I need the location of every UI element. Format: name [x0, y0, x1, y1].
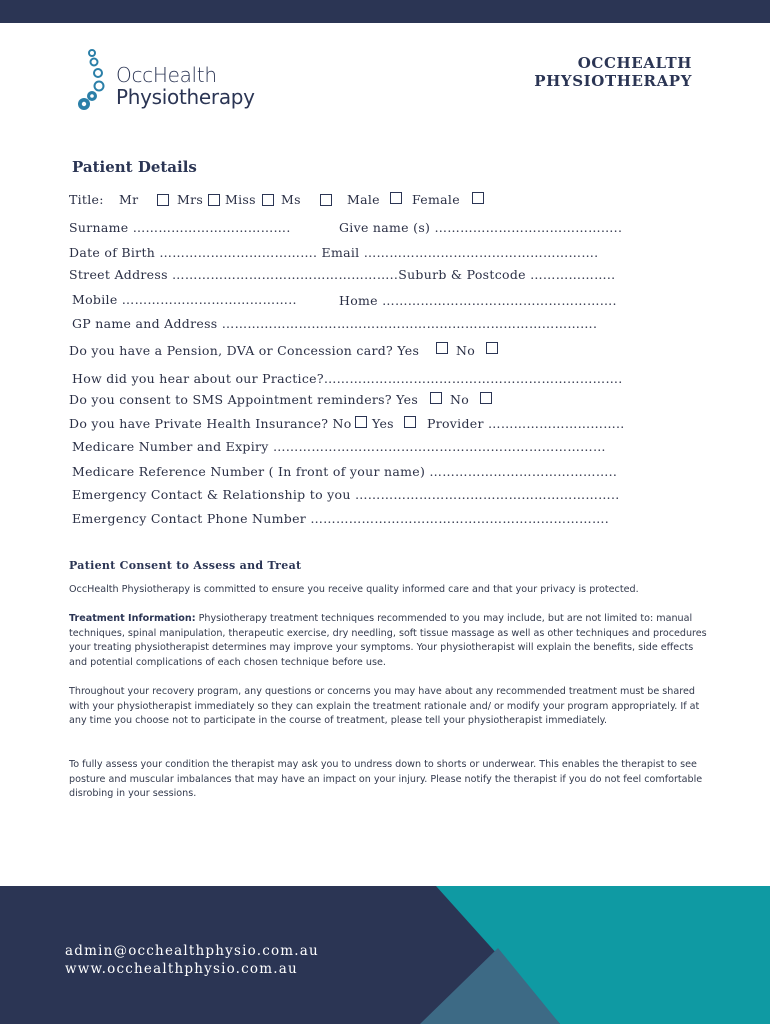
- surname-field[interactable]: Surname ……………………………….: [69, 220, 291, 235]
- pension-yes-checkbox[interactable]: [436, 342, 448, 354]
- consent-paragraph-3: Throughout your recovery program, any questions or concerns you may have about any recommended treatment must be shared with your physiotherapist immediately so they can explain the treatment rationale and/ or modify your program appropriately. If at any time you choose not to participate in the course of treatment, please tell your physiotherapist immediately.: [69, 686, 700, 727]
- pension-no-label: No: [456, 343, 476, 358]
- title-option-mr: Mr: [119, 192, 139, 207]
- insurance-no-checkbox[interactable]: [355, 416, 367, 428]
- gp-field[interactable]: GP name and Address …………………………………………………………………………….: [72, 316, 598, 331]
- sms-yes-checkbox[interactable]: [430, 392, 442, 404]
- hear-about-field[interactable]: How did you hear about our Practice?…………………………………………………………….: [72, 371, 623, 386]
- patient-details-title: Patient Details: [72, 158, 197, 176]
- emergency-contact-field[interactable]: Emergency Contact & Relationship to you ……………………………………………………..: [72, 487, 620, 502]
- female-checkbox[interactable]: [472, 192, 484, 204]
- footer-email[interactable]: admin@occhealthphysio.com.au: [65, 943, 319, 959]
- street-address-field[interactable]: Street Address ……………………………………………..Suburb & Postcode ………………..: [69, 267, 616, 282]
- consent-paragraph-1: OccHealth Physiotherapy is committed to ensure you receive quality informed care and that your privacy is protected.: [69, 584, 639, 595]
- title-option-miss: Miss: [225, 192, 256, 207]
- logo-wordmark-line1: OccHealth: [116, 63, 217, 87]
- sms-no-checkbox[interactable]: [480, 392, 492, 404]
- male-checkbox[interactable]: [390, 192, 402, 204]
- medicare-ref-field[interactable]: Medicare Reference Number ( In front of your name) ……………………………………..: [72, 464, 618, 479]
- dob-email-field[interactable]: Date of Birth ………………………………. Email ……………………………………………….: [69, 245, 599, 260]
- gender-option-male: Male: [347, 192, 380, 207]
- mrs-checkbox[interactable]: [208, 194, 220, 206]
- treatment-info-text: Physiotherapy treatment techniques recommended to you may include, but are not limited to: manual techniques, spinal manipulation, therapeutic exercise, dry needling, soft tissue massage as well as other techniques and procedures your treating physiotherapist determines may improve your symptoms. Your physiotherapist will explain the benefits, side effects and potential complications of each chosen technique before use.: [69, 613, 707, 668]
- consent-title: Patient Consent to Assess and Treat: [69, 559, 302, 572]
- top-bar: [0, 0, 770, 23]
- miss-checkbox[interactable]: [262, 194, 274, 206]
- home-phone-field[interactable]: Home ……………………………………………….: [339, 293, 617, 308]
- sms-no-label: No: [450, 392, 470, 407]
- gender-option-female: Female: [412, 192, 460, 207]
- sms-question: Do you consent to SMS Appointment reminders? Yes: [69, 392, 419, 407]
- emergency-phone-field[interactable]: Emergency Contact Phone Number …………………………………………………………….: [72, 511, 610, 526]
- treatment-info-heading: Treatment Information:: [69, 613, 196, 624]
- mobile-field[interactable]: Mobile …………………………………..: [72, 292, 297, 307]
- pension-no-checkbox[interactable]: [486, 342, 498, 354]
- brand-line2: PHYSIOTHERAPY: [534, 72, 692, 90]
- provider-field[interactable]: Provider …………………………..: [427, 416, 625, 431]
- ms-checkbox[interactable]: [320, 194, 332, 206]
- insurance-question: Do you have Private Health Insurance? No: [69, 416, 352, 431]
- brand-line1: OCCHEALTH: [577, 54, 692, 72]
- brand-title: [534, 54, 692, 90]
- consent-paragraph-4: To fully assess your condition the therapist may ask you to undress down to shorts or underwear. This enables the therapist to see posture and muscular imbalances that may have an impact on your injury. Please notify the therapist if you do not feel comfortable disrobing in your sessions.: [69, 759, 703, 800]
- title-label: Title:: [69, 192, 104, 207]
- footer-website[interactable]: www.occhealthphysio.com.au: [65, 961, 298, 977]
- insurance-yes-label: Yes: [372, 416, 394, 431]
- title-row: [69, 192, 104, 207]
- title-option-mrs: Mrs: [177, 192, 204, 207]
- given-name-field[interactable]: Give name (s) ……………………………………..: [339, 220, 623, 235]
- pension-question: Do you have a Pension, DVA or Concession card? Yes: [69, 343, 420, 358]
- medicare-field[interactable]: Medicare Number and Expiry ……………………………………………………………………: [72, 439, 606, 454]
- consent-paragraph-2: [69, 612, 709, 670]
- insurance-yes-checkbox[interactable]: [404, 416, 416, 428]
- footer-banner: [0, 886, 770, 1024]
- mr-checkbox[interactable]: [157, 194, 169, 206]
- logo-wordmark-line2: Physiotherapy: [116, 85, 255, 109]
- title-option-ms: Ms: [281, 192, 301, 207]
